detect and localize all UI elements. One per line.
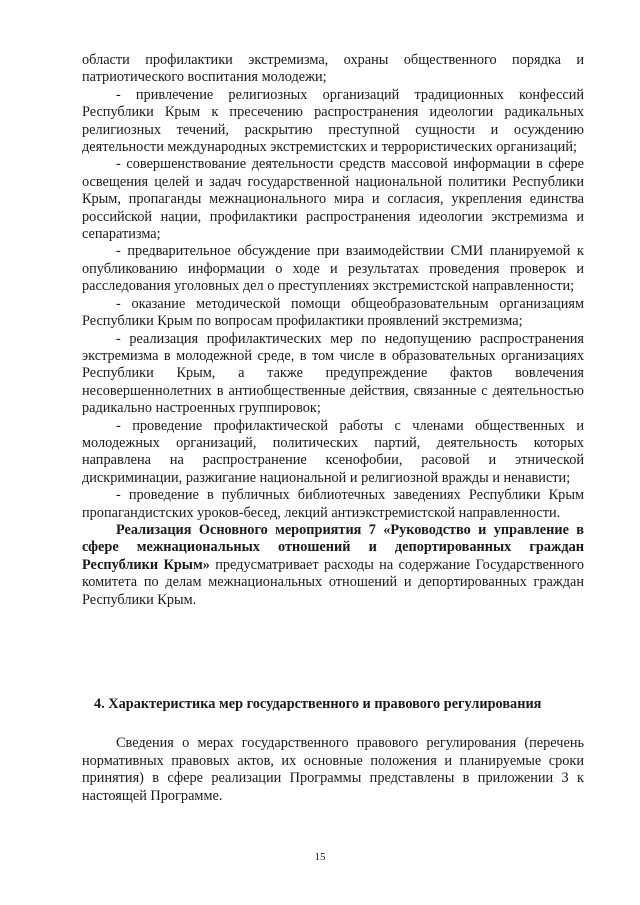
list-item-public-organizations: - проведение профилактической работы с членами общественных и молодежных организаций, политических партий, деятельность которых направлена на распространение ксенофобии, расовой и этнической дискриминации, разжигание национальной и религиозной вражды и ненависти; — [82, 417, 584, 486]
main-event-title: Реализация Основного мероприятия 7 «Руководство и управление в сфере межнациональных отношений и депортированных граждан Республики Крым» — [82, 521, 584, 573]
list-item-libraries: - проведение в публичных библиотечных заведениях Республики Крым пропагандистских уроков-бесед, лекций антиэкстремистской направленности. — [82, 487, 584, 521]
section-heading: 4. Характеристика мер государственного и правового регулирования — [94, 696, 542, 712]
list-item-publication-discussion: - предварительное обсуждение при взаимодействии СМИ планируемой к опубликованию информации о ходе и результатах проведения проверок и расследования уголовных дел о преступлениях экстремистской направленности; — [82, 243, 584, 295]
list-item-youth-prevention: - реализация профилактических мер по недопущению распространения экстремизма в молодежной среде, в том числе в образовательных организациях Республики Крым, а также предупреждение фактов вовлечения несовершеннолетних в антиобщественные действия, связанные с деятельностью радикально настроенных группировок; — [82, 330, 584, 417]
list-item-religious-organizations: - привлечение религиозных организаций традиционных конфессий Республики Крым к пресечению распространения идеологии радикальных религиозных течений, раскрытию преступной сущности и осуждению деятельности международных экстремистских и террористических организаций; — [82, 86, 584, 156]
main-event-description: предусматривает расходы на содержание Государственного комитета по делам межнациональных отношений и депортированных граждан Республики Крым. — [82, 556, 584, 608]
list-item-methodical-assistance: - оказание методической помощи общеобразовательным организациям Республики Крым по вопросам профилактики проявлений экстремизма; — [82, 295, 584, 330]
section-paragraph: Сведения о мерах государственного правового регулирования (перечень нормативных правовых актов, их основные положения и планируемые сроки принятия) в сфере реализации Программы представлены в приложении 3 к настоящей Программе. — [82, 735, 584, 804]
page-number: 15 — [314, 851, 326, 863]
list-item-mass-media: - совершенствование деятельности средств массовой информации в сфере освещения целей и задач государственной национальной политики Республики Крым, пропаганды межнационального мира и согласия, укрепления единства российской нации, профилактики распространения идеологии экстремизма и сепаратизма; — [82, 156, 584, 243]
paragraph-continuation: области профилактики экстремизма, охраны общественного порядка и патриотического воспитания молодежи; — [82, 52, 584, 86]
body-text — [82, 52, 584, 609]
section-body — [82, 735, 584, 805]
main-event-paragraph — [82, 522, 584, 609]
